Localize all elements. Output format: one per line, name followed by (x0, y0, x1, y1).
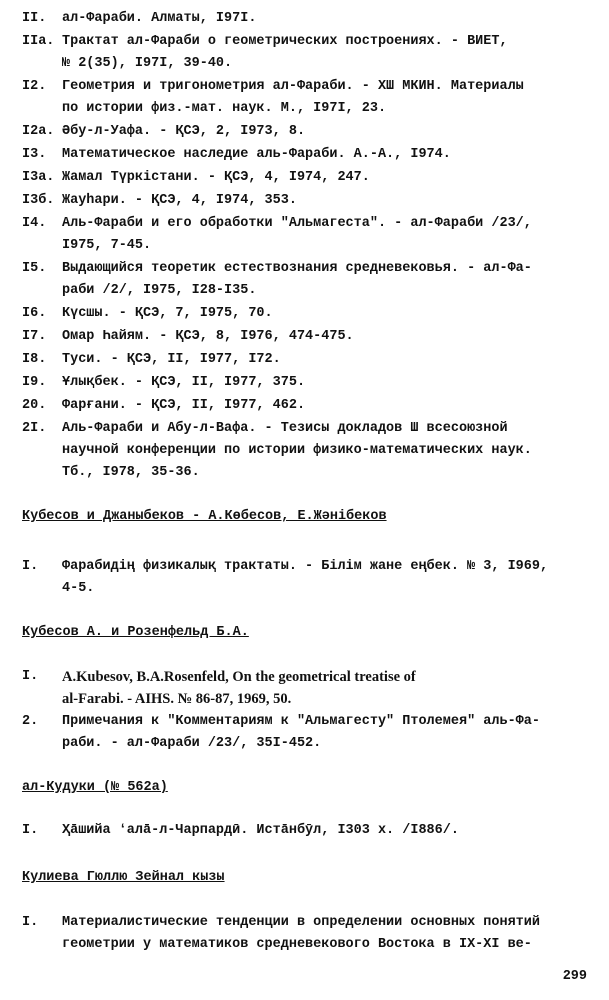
entry-text: Аль-Фараби и Абу-л-Вафа. - Тезисы докладов Ш всесоюзной (62, 421, 508, 436)
entry-text: Фарабидің физикалық трактаты. - Білім жане еңбек. № 3, I969, (62, 559, 549, 574)
entry-text: Әбу-л-Уафа. - ҚСЭ, 2, I973, 8. (62, 124, 306, 139)
entry-text: по истории физ.-мат. наук. М., I97I, 23. (62, 101, 387, 116)
entry-number: I. (22, 915, 39, 930)
entry-number: I3. (22, 147, 47, 162)
entry-text: Аль-Фараби и его обработки "Альмагеста". - ал-Фараби /23/, (62, 216, 532, 231)
entry-text: Ҳāшийа ʻалā-л-Чарпардӣ. Истāнбӯл, I303 х. /I886/. (62, 823, 459, 838)
entry-text: Күсшы. - ҚСЭ, 7, I975, 70. (62, 306, 273, 321)
entry-number: 2. (22, 714, 39, 729)
entry-number: I5. (22, 261, 47, 276)
entry-text: I975, 7-45. (62, 238, 152, 253)
entry-text: Трактат ал-Фараби о геометрических построениях. - ВИЕТ, (62, 34, 508, 49)
entry-text: Туси. - ҚСЭ, II, I977, I72. (62, 352, 281, 367)
entry-number: I. (22, 669, 39, 684)
entry-text: al-Farabi. - AIHS. № 86-87, 1969, 50. (62, 691, 292, 707)
entry-text: Фарғани. - ҚСЭ, II, I977, 462. (62, 398, 306, 413)
entry-number: I4. (22, 216, 47, 231)
entry-text: Жамал Түркістани. - ҚСЭ, 4, I974, 247. (62, 170, 370, 185)
section-heading: Кубесов А. и Розенфельд Б.А. (22, 625, 249, 640)
section-heading: Кулиева Гюллю Зейнал кызы (22, 870, 225, 885)
section-heading: Кубесов и Джаныбеков - А.Көбесов, Е.Жәнібеков (22, 509, 387, 524)
entry-number: I7. (22, 329, 47, 344)
entry-text: № 2(35), I97I, 39-40. (62, 56, 233, 71)
entry-text: Выдающийся теоретик естествознания средневековья. - ал-Фа- (62, 261, 532, 276)
section-heading: ал-Кудуки (№ 562а) (22, 780, 168, 795)
entry-number: I9. (22, 375, 47, 390)
entry-text: Жауһари. - ҚСЭ, 4, I974, 353. (62, 193, 297, 208)
entry-number: I2a. (22, 124, 55, 139)
entry-text: Геометрия и тригонометрия ал-Фараби. - ХШ МКИН. Материалы (62, 79, 524, 94)
entry-number: 20. (22, 398, 47, 413)
entry-text: раби. - ал-Фараби /23/, 35I-452. (62, 736, 322, 751)
entry-text: A.Kubesov, B.A.Rosenfeld, On the geometrical treatise of (62, 669, 416, 685)
entry-text: Ұлықбек. - ҚСЭ, II, I977, 375. (62, 375, 306, 390)
entry-number: I3б. (22, 193, 55, 208)
entry-text: Омар Һайям. - ҚСЭ, 8, I976, 474-475. (62, 329, 354, 344)
entry-number: I6. (22, 306, 47, 321)
entry-text: научной конференции по истории физико-математических наук. (62, 443, 532, 458)
entry-number: IIa. (22, 34, 55, 49)
entry-text: геометрии у математиков средневекового Востока в IX-XI ве- (62, 937, 532, 952)
entry-number: I. (22, 823, 39, 838)
page-number: 299 (562, 969, 587, 984)
entry-text: Математическое наследие аль-Фараби. А.-А., I974. (62, 147, 451, 162)
entry-text: Материалистические тенденции в определении основных понятий (62, 915, 540, 930)
entry-number: I3a. (22, 170, 55, 185)
entry-text: Тб., I978, 35-36. (62, 465, 200, 480)
entry-number: 2I. (22, 421, 47, 436)
entry-text: Примечания к "Комментариям к "Альмагесту" Птолемея" аль-Фа- (62, 714, 540, 729)
entry-text: 4-5. (62, 581, 95, 596)
entry-number: II. (22, 11, 47, 26)
entry-number: I2. (22, 79, 47, 94)
entry-number: I. (22, 559, 39, 574)
entry-number: I8. (22, 352, 47, 367)
entry-text: ал-Фараби. Алматы, I97I. (62, 11, 257, 26)
entry-text: раби /2/, I975, I28-I35. (62, 283, 257, 298)
